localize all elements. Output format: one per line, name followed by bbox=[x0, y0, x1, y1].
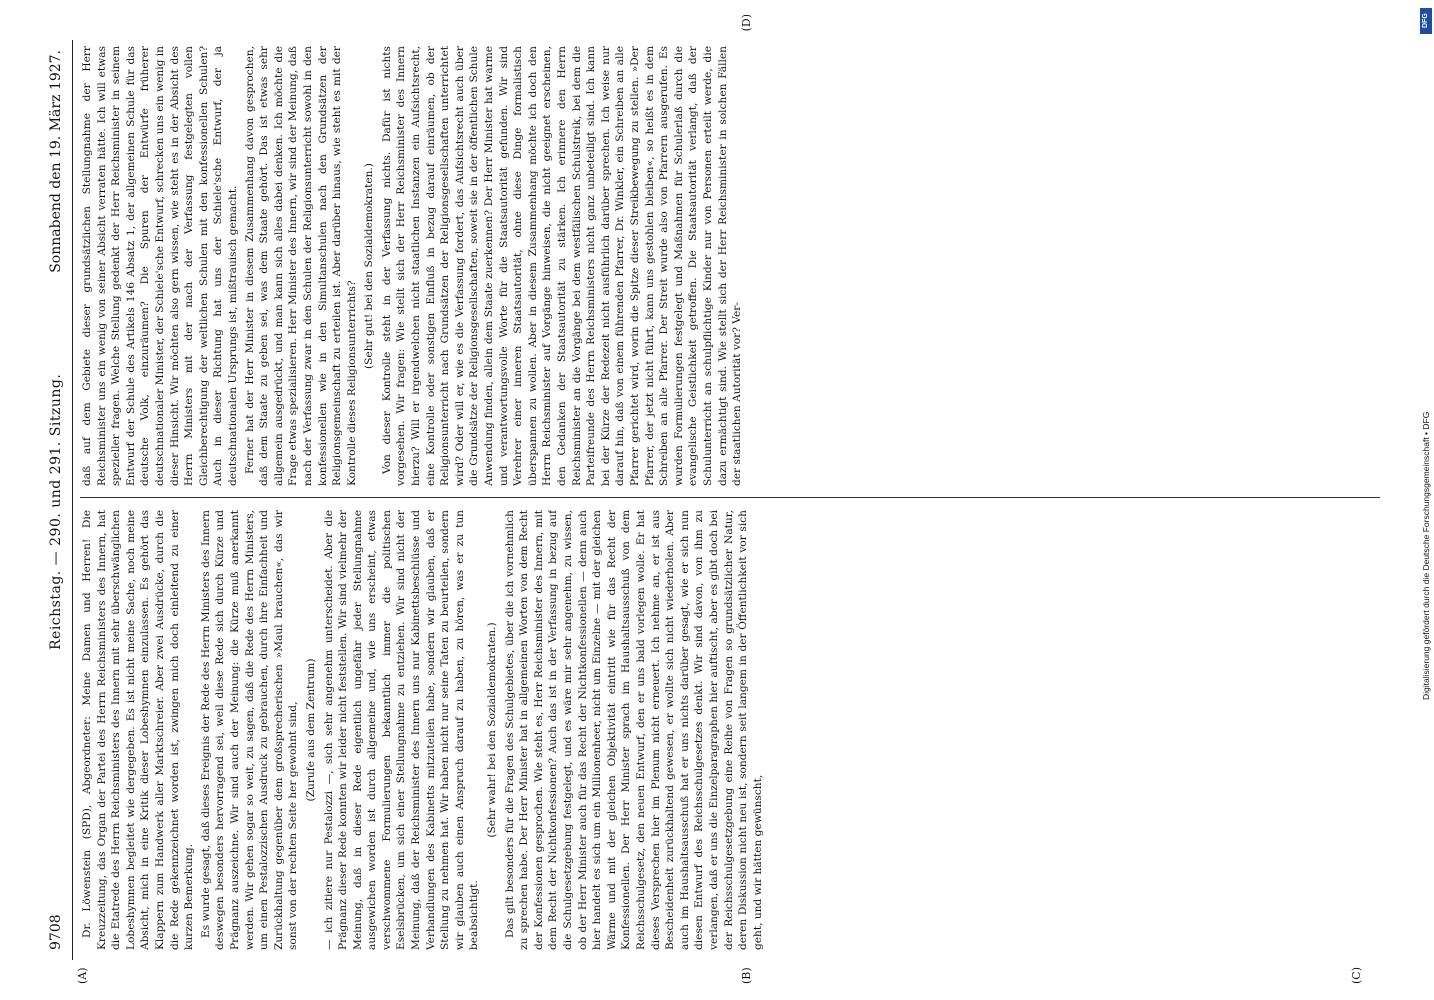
paragraph: Von dieser Kontrolle steht in der Verfassung nichts. Dafür ist nichts vorgesehen. Wir fragen: Wie stellt sich der Herr Reichsminister des Innern hierzu? Will er irgendwelchen nicht staatlichen Instanzen ein Aufsichtsrecht, eine Kontrolle oder sonstigen Einfluß in bezug darauf einräumen, ob der Religionsunterricht nach Grundsätzen der Religionsgesellschaften unterrichtet wird? Oder will er, wie es die Verfassung fordert, das Aufsichtsrecht auch über die Grundsätze der Religionsgesellschaften, soweit sie in der öffentlichen Schule Anwendung finden, allein dem Staate zuerkennen? Der Herr Minister hat warme und verantwortungsvolle Worte für die Staatsautorität gefunden. Wir sind Verehrer einer inneren Staatsautorität, ohne diese Dinge formalistisch überspannen zu wollen. Aber in diesem Zusammenhang möchte ich doch den Herrn Reichsminister auf Vorgänge hinweisen, die nicht geeignet erscheinen, den Gedanken der Staatsautorität zu stärken. Ich erinnere den Herrn Reichsminister an die Vorgänge bei dem westfälischen Schulstreik, bei dem die Parteifreunde des Herrn Reichsministers nicht ganz unbeteiligt sind. Ich kann bei der Kürze der Redezeit nicht ausführlich darüber sprechen. Ich weise nur darauf hin, daß von einem führenden Pfarrer, Dr. Winkler, ein Schreiben an alle Pfarrer gerichtet wird, worin die Spitze dieser Streikbewegung zu stellen. »Der Pfarrer, der jetzt nicht führt, kann uns gestohlen bleiben«, so heißt es in dem Schreiben an alle Pfarrer. Der Streit wurde also von Pfarrern ausgerufen. Es wurden Formulierungen festgelegt und Maßnahmen für Schulerlaß durch die evangelische Geistlichkeit getroffen. Die Staatsautorität verlangt, daß der Schulunterricht an schulpflichtige Kinder nur von Personen erteilt werde, die dazu ermächtigt sind. Wie stellt sich der Herr Reichsminister in solchen Fällen der staatlichen Autorität vor? Ver- bbox=[380, 46, 744, 486]
session-date: Sonnabend den 19. März 1927. bbox=[48, 50, 64, 273]
interjection: (Sehr gut! bei den Sozialdemokraten.) bbox=[363, 163, 376, 369]
paragraph: Ferner hat der Herr Minister in diesem Zusammenhang davon gesprochen, daß dem Staate zu geben sei, was dem Staate gehört. Das ist etwas sehr allgemein ausgedrückt, und man kann sich alles dabei denken. Ich möchte die Frage etwas spezialisieren. Herr Minister des Innern, wir sind der Meinung, daß nach der Verfassung zwar in den Schulen der Religionsunterricht sowohl in den konfessionellen wie in den Simultanschulen nach den Grundsätzen der Religionsgemeinschaft zu erteilen ist. Aber darüber hinaus, wie steht es mit der Kontrolle dieses Religionsunterrichts? bbox=[243, 46, 358, 486]
dfg-sidebar bbox=[1418, 0, 1434, 1000]
column-left bbox=[80, 510, 1380, 950]
paragraph: Es wurde gesagt, daß dieses Ereignis der Rede des Herrn Ministers des Innern deswegen besonders hervorragend sei, weil diese Rede sich durch Kürze und Prägnanz auszeichne. Wir sind auch der Meinung: die Kürze muß anerkannt werden. Wir gehen sogar so weit, zu sagen, daß die Rede des Herrn Ministers, um einen Pestalozzischen Ausdruck zu gebrauchen, durch ihre Einfachheit und Zurückhaltung gegenüber dem großsprecherischen »Maul brauchen«, das wir sonst von der rechten Seite her gewohnt sind, bbox=[199, 510, 300, 950]
column-divider bbox=[80, 497, 1380, 498]
margin-mark-c: (C) bbox=[1350, 967, 1363, 984]
interjection: (Sehr wahr! bei den Sozialdemokraten.) bbox=[486, 622, 499, 838]
page-number: 9708 bbox=[48, 914, 64, 950]
scanned-page bbox=[40, 10, 1400, 990]
dfg-logo: DFG bbox=[1420, 8, 1432, 34]
dfg-note: Digitalisierung gefördert durch die Deutsche Forschungsgemeinschaft • DFG bbox=[1421, 411, 1431, 700]
margin-mark-a: (A) bbox=[76, 967, 89, 984]
paragraph: Das gilt besonders für die Fragen des Schulgebietes, über die ich vornehmlich zu sprechen habe. Der Herr Minister hat in allgemeinen Worten von dem Recht der Konfessionen gesprochen. Wie steht es, Herr Reichsminister des Innern, mit dem Recht der Nichtkonfessionen? Auch das ist in der Verfassung in bezug auf die Schulgesetzgebung festgelegt, und es wäre mir sehr angenehm, zu wissen, ob der Herr Minister auch für das Recht der Nichtkonfessionellen — denn auch hier handelt es sich um ein Millionenheer, nicht um Einzelne — mit der gleichen Wärme und mit der gleichen Objektivität eintritt wie für das Recht der Konfessionellen. Der Herr Minister sprach im Haushaltsausschuß von dem Reichsschulgesetz, den neuen Entwurf, den er uns bald vorlegen wolle. Er hat dieses Versprechen hier im Plenum nicht erneuert. Ich nehme an, er ist aus Bescheidenheit zurückhaltend gewesen, er wollte sich nicht wiederholen. Aber auch im Haushaltsausschuß hat er uns nichts darüber gesagt, wie er sich nun diesen Entwurf des Reichsschulgesetzes denkt. Wir sind davon, von ihm zu verlangen, daß er uns die Einzelparagraphen hier auftischt, aber es gibt doch bei der Reichsschulgesetzgebung eine Reihe von Fragen so grundsätzlicher Natur, deren Diskussion nicht neu ist, sondern seit langem in der Öffentlichkeit vor sich geht, und wir hätten gewünscht, bbox=[503, 510, 764, 950]
session-title: Reichstag. — 290. und 291. Sitzung. bbox=[48, 373, 64, 650]
column-right bbox=[80, 46, 1380, 486]
paragraph: Dr. Löwenstein (SPD), Abgeordneter: Meine Damen und Herren! Die Kreuzzeitung, das Organ der Partei des Herrn Reichsministers des Innern, hat die Etatrede des Herrn Reichsministers des Innern mit sehr überschwänglichen Lobeshymnen begleitet wie dergegeben. Es ist nicht meine Sache, noch meine Absicht, mich in eine Kritik dieser Lobeshymnen einzulassen. Es gehört das Klappern zum Handwerk aller Marktschreier. Aber zwei Ausdrücke, durch die die Rede gekennzeichnet worden ist, zwingen mich doch einleitend zu einer kurzen Bemerkung. bbox=[81, 510, 196, 950]
margin-mark-b: (B) bbox=[740, 967, 753, 984]
interjection: (Zurufe aus dem Zentrum) bbox=[304, 658, 317, 802]
paragraph: daß auf dem Gebiete dieser grundsätzlichen Stellungnahme der Herr Reichsminister uns ein wenig von seiner Absicht verraten hätte. Ich will etwas spezieller fragen. Welche Stellung gedenkt der Herr Reichsminister in seinem Entwurf der Schule des Artikels 146 Absatz 1, der allgemeinen Schule für das deutsche Volk, einzuräumen? Die Spuren der Entwürfe früherer deutschnationaler Minister, der Schiele'sche Entwurf, schrecken uns ein wenig in dieser Hinsicht. Wir möchten also gern wissen, wie steht es in der Absicht des Herrn Ministers mit der nach der Verfassung festgelegten vollen Gleichberechtigung der weltlichen Schulen mit den konfessionellen Schulen? Auch in dieser Richtung hat uns der Schiele'sche Entwurf, der ja deutschnationalen Ursprungs ist, mißtrauisch gemacht. bbox=[81, 46, 239, 486]
margin-mark-d: (D) bbox=[740, 14, 753, 32]
header-rule bbox=[72, 40, 73, 960]
paragraph: — ich zitiere nur Pestalozzi —, sich sehr angenehm unterscheidet. Aber die Prägnanz dieser Rede konnten wir leider nicht feststellen. Wir sind vielmehr der Meinung, daß in dieser Rede eigentlich ungefähr jeder Stellungnahme ausgewichen worden ist durch allgemeine und, wie uns erscheint, etwas verschwommene Formulierungen bekanntlich immer die politischen Eselsbrücken, um sich einer Stellungnahme zu entziehen. Wir sind nicht der Meinung, daß der Reichsminister des Innern uns nur Kabinettsbeschlüsse und Verhandlungen des Kabinetts mitzuteilen habe, sondern wir glauben, daß er Stellung zu nehmen hat. Wir haben nicht nur seine Taten zu beurteilen, sondern wir glauben auch einen Anspruch darauf zu haben, zu hören, was er zu tun beabsichtigt. bbox=[322, 510, 481, 950]
page-header bbox=[48, 50, 70, 950]
